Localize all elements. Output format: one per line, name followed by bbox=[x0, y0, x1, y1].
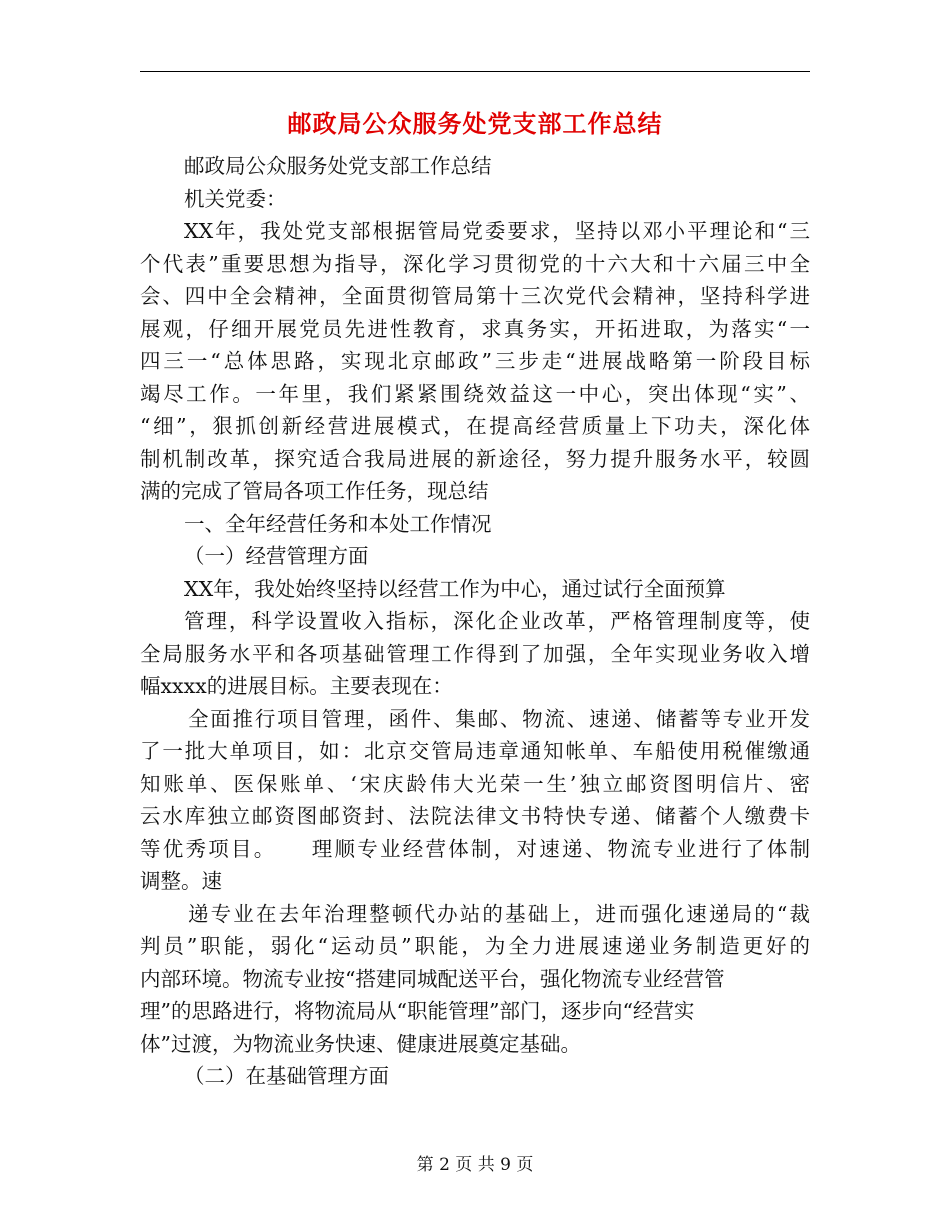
text-line: 知账单、医保账单、‘宋庆龄伟大光荣一生’独立邮资图明信片、密 bbox=[140, 771, 810, 796]
text-line: 邮政局公众服务处党支部工作总结 bbox=[184, 154, 492, 178]
text-line: 判员”职能，弱化“运动员”职能，为全力进展速递业务制造更好的 bbox=[140, 934, 810, 958]
text-line: 展观，仔细开展党员先进性教育，求真务实，开拓进取，为落实“一 bbox=[140, 316, 810, 341]
text-line: 管理，科学设置收入指标，深化企业改革，严格管理制度等，使 bbox=[184, 609, 810, 633]
text-line: 制机制改革，探究适合我局进展的新途径，努力提升服务水平，较圆 bbox=[140, 446, 810, 471]
text-line: “细”，狠抓创新经营进展模式，在提高经营质量上下功夫，深化体 bbox=[140, 414, 810, 438]
text-line: 了一批大单项目，如：北京交管局违章通知帐单、车船使用税催缴通 bbox=[140, 739, 810, 763]
text-line: XX年，我处始终坚持以经营工作为中心，通过试行全面预算 bbox=[184, 576, 726, 601]
text-line: 内部环境。物流专业按“搭建同城配送平台，强化物流专业经营管 bbox=[140, 966, 725, 991]
text-line: 幅xxxx的进展目标。主要表现在： bbox=[140, 674, 453, 698]
text-line: 个代表”重要思想为指导，深化学习贯彻党的十六大和十六届三中全 bbox=[140, 251, 810, 276]
text-line: 一、全年经营任务和本处工作情况 bbox=[184, 511, 492, 536]
header-rule bbox=[140, 71, 810, 72]
text-line: 全局服务水平和各项基础管理工作得到了加强，全年实现业务收入增 bbox=[140, 641, 810, 666]
text-line: 云水库独立邮资图邮资封、法院法律文书特快专递、储蓄个人缴费卡 bbox=[140, 804, 810, 828]
document-body bbox=[140, 150, 810, 1093]
text-line: 四三一“总体思路，实现北京邮政”三步走“进展战略第一阶段目标 bbox=[140, 349, 810, 373]
text-line: 竭尽工作。一年里，我们紧紧围绕效益这一中心，突出体现“实”、 bbox=[140, 381, 810, 406]
text-line: 理”的思路进行，将物流局从“职能管理”部门，逐步向“经营实 bbox=[140, 999, 695, 1023]
text-line: 机关党委： bbox=[184, 186, 287, 211]
text-line: （二）在基础管理方面 bbox=[184, 1064, 389, 1088]
text-line: 体”过渡，为物流业务快速、健康进展奠定基础。 bbox=[140, 1031, 581, 1056]
text-line: 全面推行项目管理，函件、集邮、物流、速递、储蓄等专业开发 bbox=[188, 706, 810, 731]
text-line: （一）经营管理方面 bbox=[184, 544, 369, 568]
text-line: 会、四中全会精神，全面贯彻管局第十三次党代会精神，坚持科学进 bbox=[140, 284, 810, 308]
text-line: XX年，我处党支部根据管局党委要求，坚持以邓小平理论和“三 bbox=[184, 219, 810, 243]
text-line: 递专业在去年治理整顿代办站的基础上，进而强化速递局的“裁 bbox=[188, 901, 810, 926]
page-number: 第 2 页 共 9 页 bbox=[416, 1155, 534, 1175]
document-title: 邮政局公众服务处党支部工作总结 bbox=[287, 109, 663, 138]
text-line: 满的完成了管局各项工作任务，现总结 bbox=[140, 479, 489, 503]
text-line: 等优秀项目。 理顺专业经营体制，对速递、物流专业进行了体制 bbox=[140, 836, 810, 861]
text-line: 调整。速 bbox=[140, 869, 222, 893]
